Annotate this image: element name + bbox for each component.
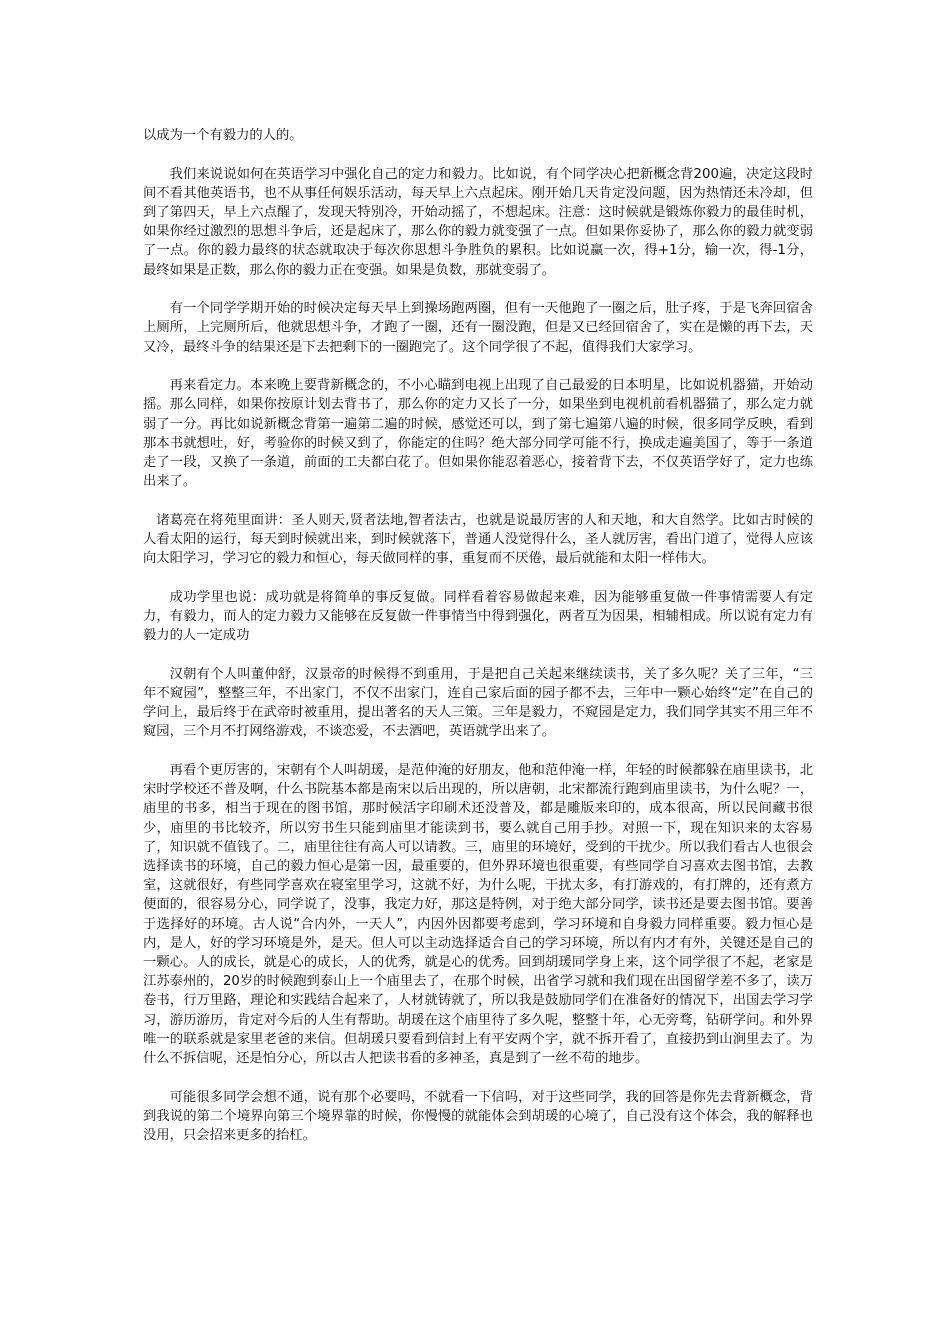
paragraph-8: 再看个更厉害的，宋朝有个人叫胡瑗，是范仲淹的好朋友，他和范仲淹一样，年轻的时候都躲在庙里读书，北宋时学校还不普及啊，什么书院基本都是南宋以后出现的，所以唐朝，北宋都流行跑到庙里读书，为什么呢？一，庙里的书多，相当于现在的图书馆，那时候活字印刷术还没普及，都是雕版来印的，成本很高，所以民间藏书很少，庙里的书比较齐，所以穷书生只能到庙里才能读到书，要么就自己用手抄。对照一下，现在知识来的太容易了，知识就不值钱了。二，庙里往往有高人可以请教。三，庙里的环境好，受到的干扰少。所以我们看古人也很会选择读书的环境，自己的毅力恒心是第一因，最重要的，但外界环境也很重要，有些同学自习喜欢去图书馆，去教室，这就很好，有些同学喜欢在寝室里学习，这就不好，为什么呢，干扰太多，有打游戏的，有打牌的，还有煮方便面的，很容易分心，同学说了，没事，我定力好，那这是特例，对于绝大部分同学，读书还是要去图书馆。要善于选择好的环境。古人说“合内外，一天人”，内因外因都要考虑到，学习环境和自身毅力同样重要。毅力恒心是内，是人，好的学习环境是外，是天。但人可以主动选择适合自己的学习环境，所以有内才有外，关键还是自己的一颗心。人的成长，就是心的成长，人的优秀，就是心的优秀。回到胡瑗同学身上来，这个同学很了不起，老家是江苏泰州的，20岁的时候跑到泰山上一个庙里去了，在那个时候，出省学习就和我们现在出国留学差不多了，读万卷书，行万里路，理论和实践结合起来了，人材就铸就了，所以我是鼓励同学们在准备好的情况下，出国去学习学习，游历游历，肯定对今后的人生有帮助。胡瑗在这个庙里待了多久呢，整整十年，心无旁骛，钻研学问。和外界唯一的联系就是家里老爸的来信。但胡瑗只要看到信封上有平安两个字，就不拆开看了，直接扔到山涧里去了。为什么不拆信呢，还是怕分心，所以古人把读书看的多神圣，真是到了一丝不苟的地步。: [143, 763, 813, 1067]
paragraph-1: 以成为一个有毅力的人的。: [143, 128, 303, 143]
document-page: [143, 126, 813, 1165]
paragraph-4: 再来看定力。本来晚上要背新概念的，不小心瞄到电视上出现了自己最爱的日本明星，比如说机器猫，开始动摇。那么同样，如果你按原计划去背书了，那么你的定力又长了一分，如果坐到电视机前看机器猫了，那么定力就弱了一分。再比如说新概念背第一遍第二遍的时候，感觉还可以，到了第七遍第八遍的时候，很多同学反映，看到那本书就想吐，好，考验你的时候又到了，你能定的住吗？绝大部分同学可能不行，换成走遍美国了，等于一条道走了一段，又换了一条道，前面的工夫都白花了。但如果你能忍着恶心，接着背下去，不仅英语学好了，定力也练出来了。: [143, 378, 813, 490]
paragraph-2: 我们来说说如何在英语学习中强化自己的定力和毅力。比如说，有个同学决心把新概念背200遍，决定这段时间不看其他英语书，也不从事任何娱乐活动，每天早上六点起床。刚开始几天肯定没问题，因为热情还未冷却，但到了第四天，早上六点醒了，发现天特别冷，开始动摇了，不想起床。注意：这时候就是锻炼你毅力的最佳时机，如果你经过激烈的思想斗争后，还是起床了，那么你的毅力就变强了一点。但如果你妥协了，那么你的毅力就变弱了一点。你的毅力最终的状态就取决于每次你思想斗争胜负的累积。比如说赢一次，得+1分，输一次，得-1分，最终如果是正数，那么你的毅力正在变强。如果是负数，那就变弱了。: [143, 166, 813, 278]
paragraph-9: 可能很多同学会想不通，说有那个必要吗，不就看一下信吗，对于这些同学，我的回答是你先去背新概念，背到我说的第二个境界向第三个境界靠的时候，你慢慢的就能体会到胡瑗的心境了，自己没有这个体会，我的解释也没用，只会招来更多的抬杠。: [143, 1089, 813, 1144]
paragraph-5: 诸葛亮在将苑里面讲：圣人则天,贤者法地,智者法古，也就是说最厉害的人和天地，和大自然学。比如古时候的人看太阳的运行，每天到时候就出来，到时候就落下，普通人没觉得什么，圣人就厉害，看出门道了，觉得人应该向太阳学习，学习它的毅力和恒心，每天做同样的事，重复而不厌倦，最后就能和太阳一样伟大。: [143, 512, 813, 567]
paragraph-6: 成功学里也说：成功就是将简单的事反复做。同样看着容易做起来难，因为能够重复做一件事情需要人有定力，有毅力，而人的定力毅力又能够在反复做一件事情当中得到强化，两者互为因果，相辅相成。所以说有定力有毅力的人一定成功: [143, 589, 813, 644]
paragraph-7: 汉朝有个人叫董仲舒，汉景帝的时候得不到重用，于是把自己关起来继续读书，关了多久呢？关了三年，“三年不窥园”，整整三年，不出家门，不仅不出家门，连自己家后面的园子都不去，三年中一颗心始终“定”在自己的学问上，最后终于在武帝时被重用，提出著名的天人三策。三年是毅力，不窥园是定力，我们同学其实不用三年不窥园，三个月不打网络游戏，不谈恋爱，不去酒吧，英语就学出来了。: [143, 666, 813, 740]
paragraph-3: 有一个同学学期开始的时候决定每天早上到操场跑两圈，但有一天他跑了一圈之后，肚子疼，于是飞奔回宿舍上厕所，上完厕所后，他就思想斗争，才跑了一圈，还有一圈没跑，但是又已经回宿舍了，实在是懒的再下去，天又冷，最终斗争的结果还是下去把剩下的一圈跑完了。这个同学很了不起，值得我们大家学习。: [143, 301, 813, 355]
